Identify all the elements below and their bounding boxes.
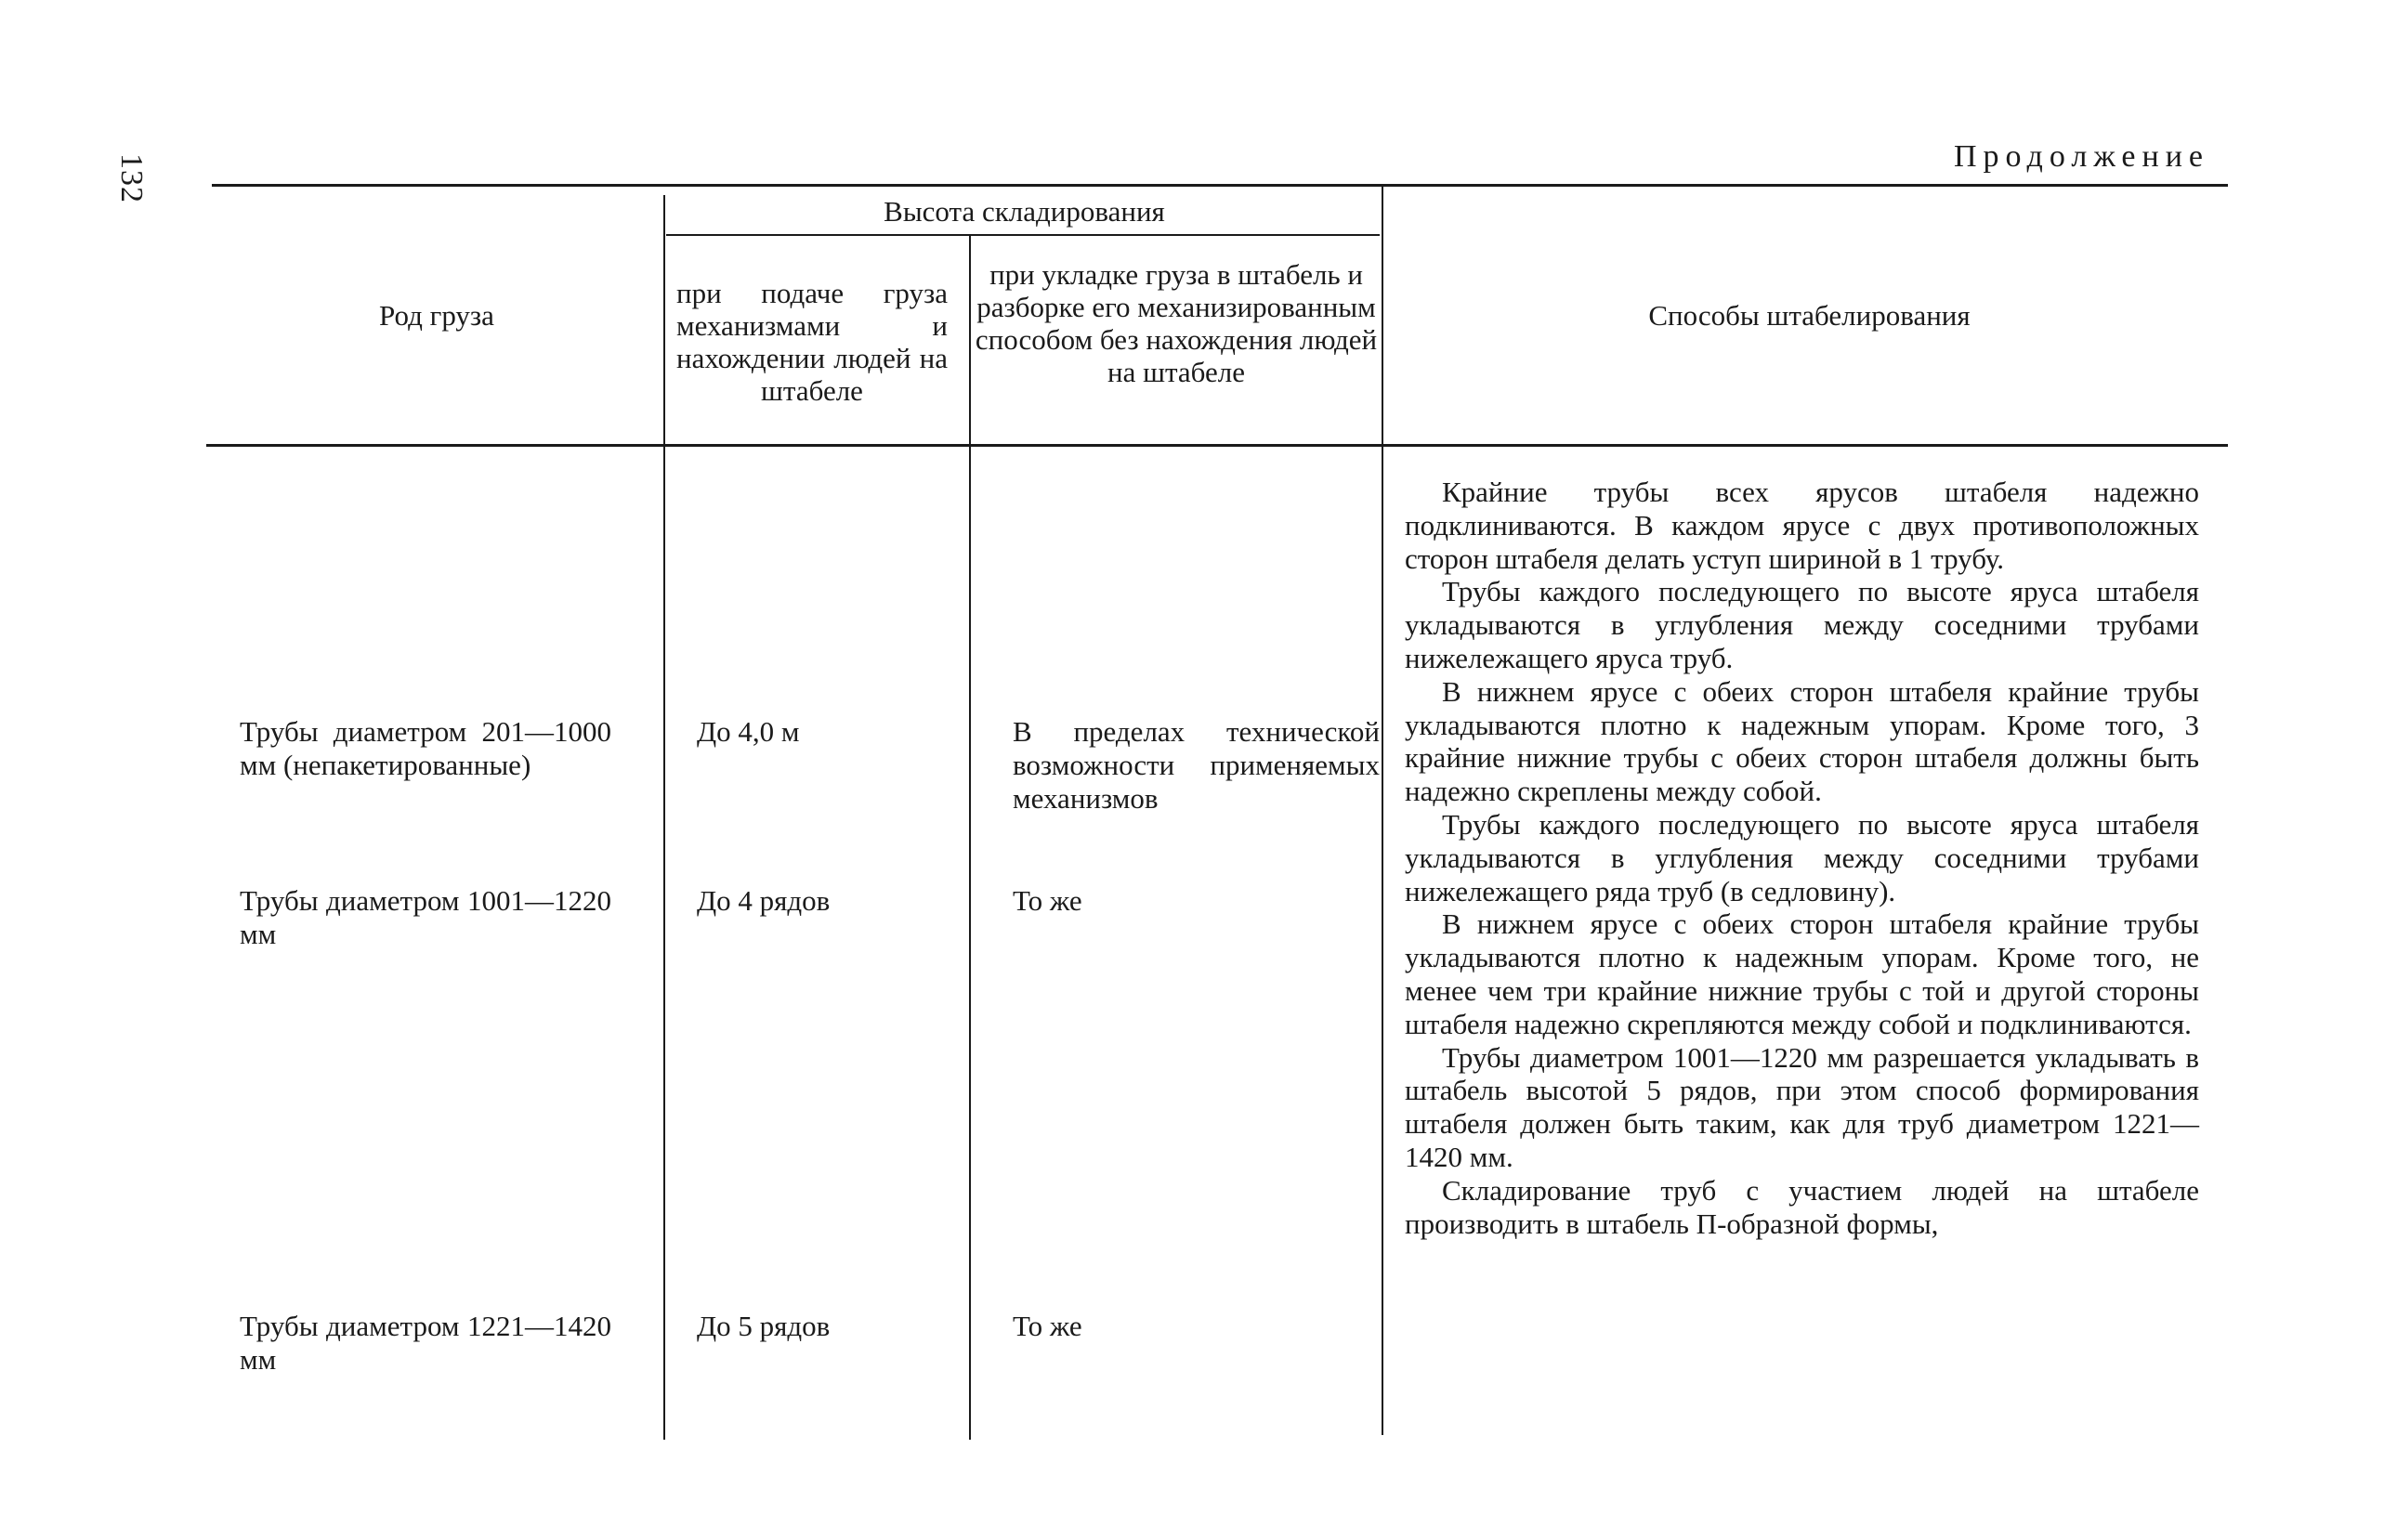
column-divider-2 [969,236,971,1440]
page-number: 132 [114,153,149,203]
row-1-cargo: Трубы диаметром 201—1000 мм (непакетированные) [240,715,611,781]
row-2-without-people: То же [1013,884,1082,917]
table-top-rule [212,184,2228,187]
row-3-with-people: До 5 рядов [697,1310,831,1342]
row-3-cargo: Трубы диаметром 1221—1420 мм [240,1310,611,1376]
methods-paragraph-5: В нижнем ярусе с обеих сторон штабеля крайние трубы укладываются плотно к надежным упорам. Кроме того, не менее чем три крайние нижние трубы с той и другой стороны штабеля надежно скрепляются между собой и подклиниваются. [1405,907,2199,1040]
methods-paragraph-3: В нижнем ярусе с обеих сторон штабеля крайние трубы укладываются плотно к надежным упорам. Кроме того, 3 крайние нижние трубы с обеих сторон штабеля должны быть надежно скреплены между собой. [1405,674,2199,808]
row-3-without-people: То же [1013,1310,1082,1342]
storage-height-subrule [666,234,1380,236]
header-bottom-rule [206,444,2228,447]
header-cargo-type: Род груза [379,299,494,332]
stacking-methods-text [1405,476,2199,1240]
methods-paragraph-1: Крайние трубы всех ярусов штабеля надежно подклиниваются. В каждом ярусе с двух противоположных сторон штабеля делать уступ шириной в 1 трубу. [1405,476,2199,575]
header-without-people: при укладке груза в штабель и разборке его механизированным способом без нахождения людей на штабеле [975,258,1378,388]
methods-paragraph-7: Складирование труб с участием людей на штабеле производить в штабель П-образной формы, [1405,1173,2199,1240]
column-divider-3 [1382,186,1383,1435]
continuation-label: Продолжение [1953,139,2209,174]
methods-paragraph-6: Трубы диаметром 1001—1220 мм разрешается укладывать в штабель высотой 5 рядов, при этом способ формирования штабеля должен быть таким, как для труб диаметром 1221—1420 мм. [1405,1040,2199,1173]
methods-paragraph-4: Трубы каждого последующего по высоте яруса штабеля укладываются в углубления между соседними трубами нижележащего ряда труб (в седловину). [1405,807,2199,907]
row-2-with-people: До 4 рядов [697,884,831,917]
row-1-with-people: До 4,0 м [697,715,800,748]
methods-paragraph-2: Трубы каждого последующего по высоте яруса штабеля укладываются в углубления между соседними трубами нижележащего яруса труб. [1405,575,2199,674]
column-divider-1 [663,195,665,1440]
header-stacking-methods: Способы штабелирования [1648,299,1971,332]
row-2-cargo: Трубы диаметром 1001—1220 мм [240,884,611,950]
row-1-without-people: В пределах технической возможности применяемых механизмов [1013,715,1380,815]
header-storage-height: Высота складирования [884,195,1165,228]
header-with-people: при подаче груза механизмами и нахождении людей на штабеле [676,277,948,407]
